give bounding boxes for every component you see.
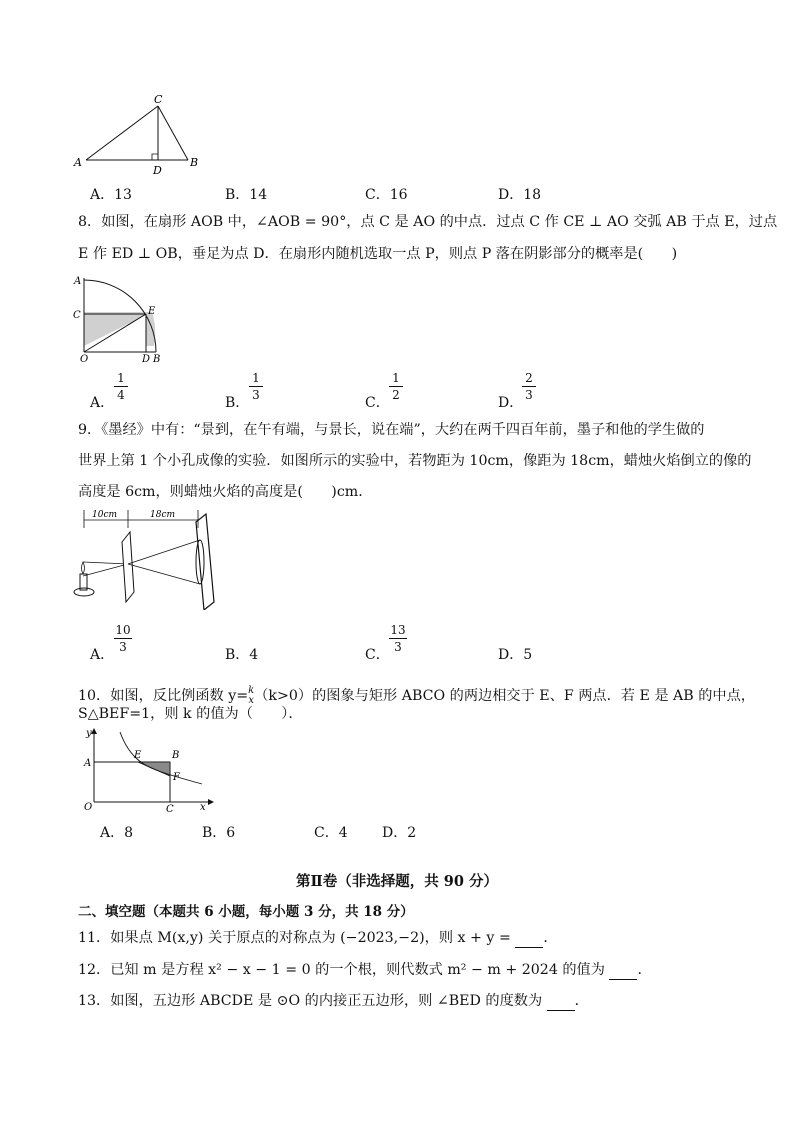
q13-text: 13．如图，五边形 ABCDE 是 ⊙O 的内接正五边形，则 ∠BED 的度数为 ． <box>78 993 589 1009</box>
q10-option-b[interactable]: B．6 <box>202 825 236 841</box>
q12-text: 12．已知 m 是方程 x² − x − 1 = 0 的一个根，则代数式 m² − m + 2024 的值为 ． <box>78 962 652 978</box>
q11-text: 11．如果点 M(x,y) 关于原点的对称点为 (−2023,−2)，则 x + y = ． <box>78 930 558 946</box>
q8-d-den: 3 <box>525 388 533 402</box>
q8-b-num: 1 <box>252 371 260 385</box>
q8-a-num: 1 <box>117 371 125 385</box>
q10-label-e: E <box>134 750 142 761</box>
q8-b-den: 3 <box>252 388 260 402</box>
q7-option-b[interactable]: B．14 <box>225 187 268 203</box>
q8-c-num: 1 <box>392 371 400 385</box>
q9-a-num: 10 <box>115 623 131 637</box>
q10-option-d[interactable]: D．2 <box>382 825 417 841</box>
q9-pinhole-figure <box>70 506 220 610</box>
q9-text-line2: 世界上第 1 个小孔成像的实验．如图所示的实验中，若物距为 10cm，像距为 18cm，蜡烛火焰倒立的像的 <box>78 453 752 469</box>
q8-label-o: O <box>80 354 89 364</box>
q9-text-line3: 高度是 6cm，则蜡烛火焰的高度是( )cm． <box>78 484 373 500</box>
q7-option-c[interactable]: C．16 <box>365 187 408 203</box>
q9-c-num: 13 <box>390 623 406 637</box>
q7-option-a[interactable]: A．13 <box>90 187 132 203</box>
q9-option-d[interactable]: D．5 <box>498 647 533 663</box>
q8-text-line1: 8．如图，在扇形 AOB 中，∠AOB = 90°，点 C 是 AO 的中点．过点 C 作 CE ⊥ AO 交弧 AB 于点 E，过点 <box>78 214 778 230</box>
q10-frac-den: x <box>248 695 254 706</box>
q9-text-line1: 9．《墨经》中有：“景到，在午有端，与景长，说在端”，大约在两千四百年前，墨子和他的学生做的 <box>78 422 705 438</box>
q10-label-a: A <box>84 758 92 769</box>
q13-answer-blank[interactable] <box>547 996 575 1011</box>
q7-label-a: A <box>74 156 82 169</box>
q8-text-line2: E 作 ED ⊥ OB，垂足为点 D．在扇形内随机选取一点 P，则点 P 落在阴影部分的概率是( ) <box>78 246 678 262</box>
q10-label-x: x <box>200 802 206 812</box>
q7-option-d[interactable]: D．18 <box>498 187 542 203</box>
q12-answer-blank[interactable] <box>609 965 637 980</box>
q10-text-line1: 10．如图，反比例函数 y= k x （k>0）的图象与矩形 ABCO 的两边相交于 E、F 两点．若 E 是 AB 的中点， <box>78 685 755 706</box>
q10-label-o: O <box>84 802 93 812</box>
q11-answer-blank[interactable] <box>515 933 543 948</box>
q10-option-a[interactable]: A．8 <box>100 825 134 841</box>
q8-sector-figure <box>70 272 170 364</box>
q9-label-18cm: 18cm <box>150 510 176 520</box>
q9-c-den: 3 <box>394 640 402 654</box>
q8-label-c: C <box>73 310 81 321</box>
q10-label-f: F <box>173 772 180 783</box>
q7-label-d: D <box>153 164 162 177</box>
q7-triangle-figure <box>68 92 208 178</box>
q10-frac-num: k <box>248 685 255 696</box>
q10-option-c[interactable]: C．4 <box>314 825 348 841</box>
q10-label-c: C <box>166 804 174 812</box>
q9-label-10cm: 10cm <box>92 510 118 520</box>
section-fill-in-header: 二、填空题（本题共 6 小题，每小题 3 分，共 18 分） <box>78 904 414 920</box>
q10-graph-figure <box>76 726 216 812</box>
part2-title: 第Ⅱ卷（非选择题，共 90 分） <box>296 873 498 890</box>
q8-label-a: A <box>74 276 82 287</box>
q9-option-b[interactable]: B．4 <box>225 647 259 663</box>
q8-label-d: D <box>142 354 151 364</box>
q8-label-b: B <box>153 354 161 364</box>
q10-label-b: B <box>172 750 180 761</box>
q7-label-b: B <box>190 156 199 169</box>
q8-a-den: 4 <box>117 388 125 402</box>
q10-text-line2: S△BEF=1，则 k 的值为（ ）． <box>78 706 303 722</box>
q7-label-c: C <box>154 93 163 106</box>
q8-d-num: 2 <box>525 371 533 385</box>
q8-c-den: 2 <box>392 388 400 402</box>
q9-a-den: 3 <box>119 640 127 654</box>
q8-label-e: E <box>148 306 156 317</box>
q10-label-y: y <box>86 728 92 739</box>
